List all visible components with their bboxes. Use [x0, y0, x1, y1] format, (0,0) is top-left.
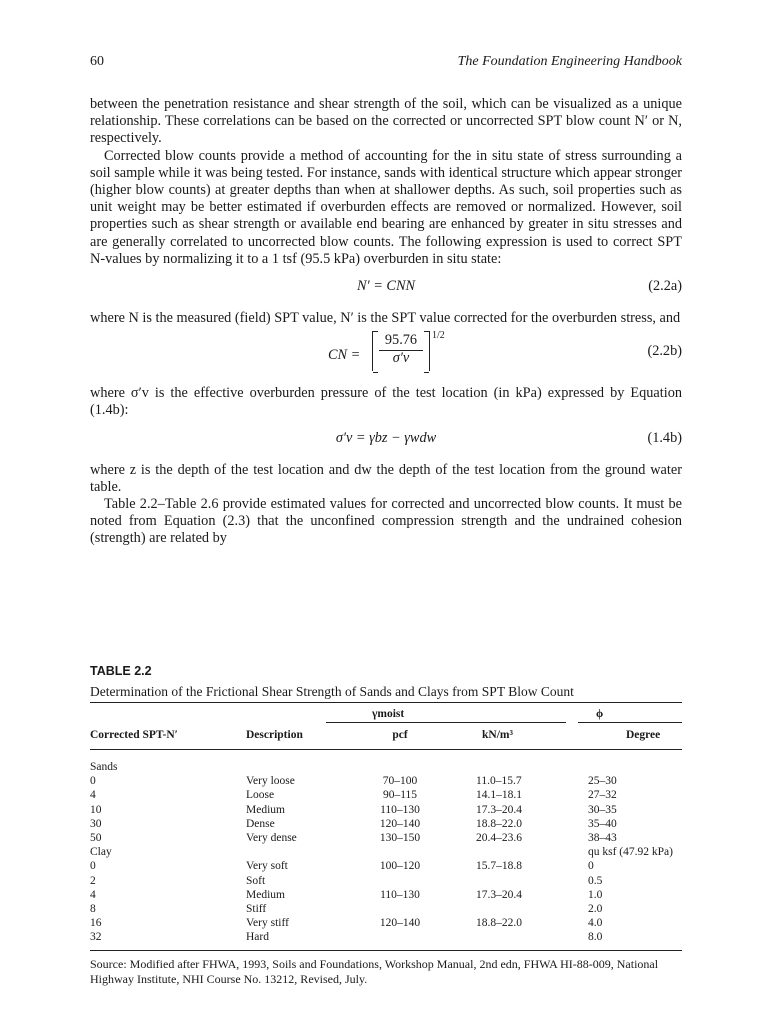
page-number: 60 — [90, 54, 104, 69]
cell: Very soft — [246, 860, 288, 873]
table-row — [90, 888, 682, 902]
cell: 11.0–15.7 — [476, 775, 522, 788]
table-bottom-rule — [90, 950, 682, 951]
cell: 30 — [90, 817, 102, 830]
cell: 10 — [90, 803, 102, 816]
paragraph: Corrected blow counts provide a method of accounting for the in situ state of stress surrounding a soil sample while it was being tested. For instance, sands with identical structure which appear stronger (higher blow counts) at greater depths than when at shallower depths. As such, soil properties such as unit weight may be better estimated if overburden effects are removed or normalized. However, soil properties such as shear strength or available end bearing are enhanced by greater in situ stresses and are generally correlated to uncorrected blow counts. The following expression is used to correct SPT N-values by normalizing it to a 1 tsf (95.5 kPa) overburden in situ state: — [90, 147, 682, 267]
cell: Stiff — [246, 902, 267, 915]
data-table — [90, 702, 682, 987]
cell: Dense — [246, 817, 275, 830]
cell: 0 — [588, 860, 594, 873]
cell: 0 — [90, 860, 96, 873]
cell: 17.3–20.4 — [476, 803, 522, 816]
table-row — [90, 817, 682, 831]
cell: Medium — [246, 888, 285, 901]
cell: 110–130 — [380, 803, 420, 816]
cell: 0.5 — [588, 874, 603, 887]
cell: 8.0 — [588, 931, 603, 944]
cell: 4 — [90, 789, 96, 802]
cell: 50 — [90, 831, 102, 844]
cell: 4.0 — [588, 917, 603, 930]
table-row — [90, 845, 682, 859]
paragraph: between the penetration resistance and shear strength of the soil, which can be visualized as a unique relationship. These correlations can be based on the corrected or uncorrected SPT blow count N′ or N, respectively. — [90, 96, 682, 147]
table-row — [90, 916, 682, 930]
cell: 8 — [90, 902, 96, 915]
table-row — [90, 874, 682, 888]
cell: 2.0 — [588, 902, 603, 915]
table-row — [90, 859, 682, 873]
column-header: Description — [246, 729, 303, 741]
cell: 17.3–20.4 — [476, 888, 522, 901]
cell: 35–40 — [588, 817, 617, 830]
cell: 100–120 — [379, 860, 421, 873]
column-header: Corrected SPT-N′ — [90, 729, 178, 741]
cell: 70–100 — [382, 775, 418, 788]
cell: qu ksf (47.92 kPa) — [588, 846, 673, 859]
cell: 14.1–18.1 — [476, 789, 522, 802]
equation-1-4b — [90, 422, 682, 456]
table-title: Determination of the Frictional Shear Strength of Sands and Clays from SPT Blow Count — [90, 684, 574, 699]
table-group-header — [90, 703, 682, 723]
cell: 120–140 — [379, 817, 421, 830]
cell: 2 — [90, 874, 96, 887]
equation-lhs: CN = — [328, 347, 361, 364]
paragraph: where σ′v is the effective overburden pressure of the test location (in kPa) expressed by Equation (1.4b): — [90, 385, 682, 419]
table-label: TABLE 2.2 — [90, 664, 152, 678]
body-text — [90, 96, 682, 548]
cell: 90–115 — [382, 789, 418, 802]
cell: Loose — [246, 789, 275, 802]
column-header: pcf — [392, 729, 408, 741]
equation-number: (2.2b) — [647, 343, 682, 360]
column-header: kN/m³ — [482, 729, 513, 741]
phi-group-header: ϕ — [596, 708, 604, 720]
table-caption — [90, 664, 682, 700]
cell: Very stiff — [246, 917, 289, 930]
cell: Sands — [90, 761, 118, 773]
cell: Medium — [246, 803, 285, 816]
cell: 30–35 — [588, 803, 617, 816]
table-body — [90, 750, 682, 944]
cell: Very loose — [246, 775, 295, 788]
gamma-group-header: γmoist — [372, 708, 405, 720]
table-column-header — [90, 723, 682, 749]
paragraph: where z is the depth of the test location and dw the depth of the test location from the ground water table. — [90, 461, 682, 495]
equation-text: σ′v = γbz − γwdw — [335, 429, 437, 446]
paragraph: Table 2.2–Table 2.6 provide estimated values for corrected and uncorrected blow counts. It must be noted from Equation (2.3) that the unconfined compression strength and the undrained cohesion (strength) are related by — [90, 496, 682, 547]
table-row — [90, 930, 682, 944]
cell: 15.7–18.8 — [476, 860, 522, 873]
column-header: Degree — [626, 729, 661, 741]
table-row — [90, 760, 682, 774]
equation-number: (1.4b) — [647, 429, 682, 446]
cell: Soft — [246, 874, 266, 887]
cell: 16 — [90, 917, 102, 930]
cell: 32 — [90, 931, 102, 944]
table-row — [90, 803, 682, 817]
paragraph: where N is the measured (field) SPT value, N′ is the SPT value corrected for the overburden stress, and — [90, 310, 681, 327]
cell: 120–140 — [379, 917, 421, 930]
table-source-note: Source: Modified after FHWA, 1993, Soils and Foundations, Workshop Manual, 2nd edn, FHWA HI-88-009, National Highway Institute, NHI Course No. 13212, Revised, July. — [90, 957, 659, 987]
cell: 1.0 — [588, 888, 603, 901]
cell: 4 — [90, 888, 96, 901]
book-title: The Foundation Engineering Handbook — [457, 54, 682, 69]
equation-2-2a — [90, 270, 682, 304]
equation-text: N′ = CNN — [356, 278, 416, 295]
bracket — [372, 331, 430, 371]
equation-2-2b — [90, 329, 682, 379]
cell: 20.4–23.6 — [476, 831, 522, 844]
cell: 18.8–22.0 — [476, 817, 522, 830]
numerator: 95.76 — [384, 332, 418, 349]
cell: 38–43 — [588, 831, 617, 844]
cell: Clay — [90, 846, 112, 859]
cell: 27–32 — [588, 789, 617, 802]
cell: 25–30 — [588, 775, 617, 788]
table-row — [90, 902, 682, 916]
denominator: σ′v — [392, 350, 410, 367]
table-row — [90, 774, 682, 788]
cell: 0 — [90, 775, 96, 788]
cell: 18.8–22.0 — [476, 917, 522, 930]
cell: 110–130 — [380, 888, 420, 901]
table-row — [90, 788, 682, 802]
exponent: 1/2 — [432, 330, 445, 342]
equation-number: (2.2a) — [648, 278, 682, 295]
table-row — [90, 831, 682, 845]
cell: Hard — [246, 931, 269, 944]
cell: Very dense — [246, 831, 297, 844]
cell: 130–150 — [379, 831, 421, 844]
